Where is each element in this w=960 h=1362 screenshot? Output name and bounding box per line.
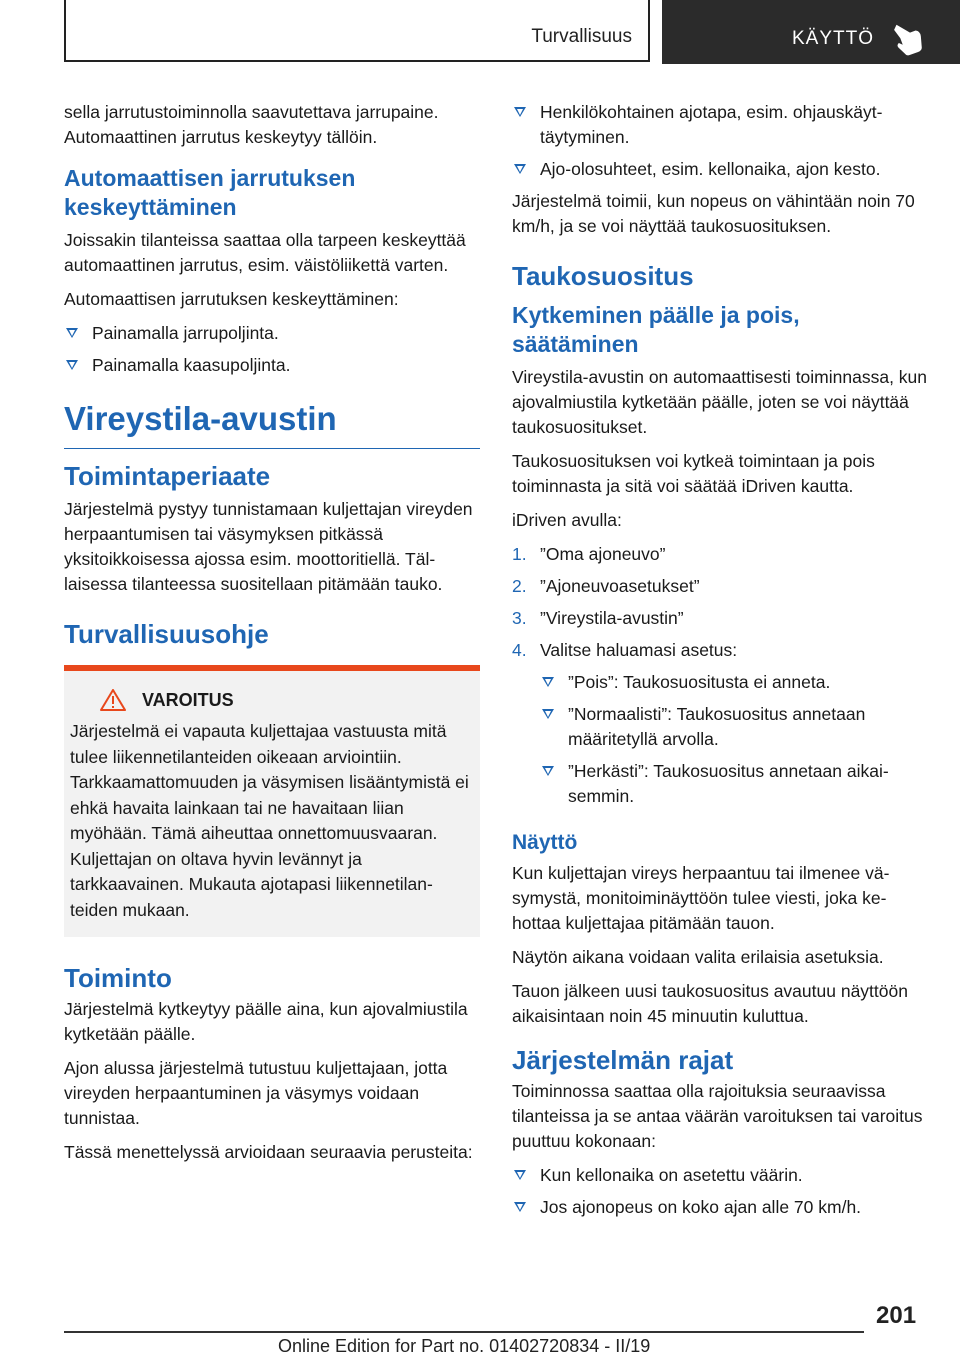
- paragraph: Järjestelmä pystyy tunnistamaan kuljettajan vireyden herpaantumisen tai väsymyksen pitkässä yksitoikkoisessa ajossa esim. moottoritiellä. Tällaisessa tilanteessa suositellaan pitämään tauko.: [64, 499, 473, 594]
- header-section-title: Turvallisuus: [531, 26, 632, 47]
- paragraph: Näytön aikana voidaan valita erilaisia asetuksia.: [512, 947, 884, 967]
- paragraph: Tauon jälkeen uusi taukosuositus avautuu näyttöön aikaisintaan noin 45 minuutin kuluttua.: [512, 981, 908, 1026]
- list-item: [64, 353, 480, 378]
- triangle-bullet-icon: [514, 1170, 526, 1180]
- paragraph: Tässä menettelyssä arvioidaan seuraavia perusteita:: [64, 1142, 473, 1162]
- paragraph: Vireystila-avustin on automaattisesti toiminnassa, kun ajovalmiustila kytketään päälle, joten se voi näyttää taukosuositukset.: [512, 367, 928, 437]
- triangle-bullet-icon: [66, 328, 78, 338]
- list-item-text: Painamalla jarrupoljinta.: [92, 323, 279, 343]
- step-text: ”Ajoneuvoasetukset”: [540, 576, 700, 596]
- list-item-text: Jos ajonopeus on koko ajan alle 70 km/h.: [540, 1197, 862, 1217]
- list-item-text: Kun kellonaika on asetettu väärin.: [540, 1165, 803, 1185]
- header-chapter-title: KÄYTTÖ: [792, 28, 875, 49]
- heading-turvallisuusohje: Turvallisuusohje: [64, 619, 269, 649]
- warning-box: [64, 665, 480, 937]
- list-item-text: Henkilökohtainen ajotapa, esim. ohjauskäyttäytyminen.: [540, 102, 883, 147]
- step-number: 4.: [512, 640, 527, 660]
- list-item: [512, 100, 928, 150]
- list-item-text: ”Pois”: Taukosuositusta ei anneta.: [568, 672, 831, 692]
- list-item: [512, 157, 928, 182]
- sub-list-item: [540, 670, 928, 695]
- sub-list-item: [540, 702, 928, 752]
- paragraph: iDriven avulla:: [512, 510, 622, 530]
- numbered-step: [512, 606, 928, 631]
- header-section-box: [64, 0, 650, 62]
- list-item-text: ”Normaalisti”: Taukosuositus annetaan määritetyllä arvolla.: [568, 704, 866, 749]
- paragraph: Ajon alussa järjestelmä tutustuu kuljettajaan, jotta vireyden herpaantuminen ja väsymys voidaan tunnistaa.: [64, 1058, 448, 1128]
- step-number: 2.: [512, 576, 527, 596]
- paragraph: Järjestelmä kytkeytyy päälle aina, kun ajovalmiustila kytketään päälle.: [64, 999, 468, 1044]
- list-item: [512, 1163, 928, 1188]
- list-item: [64, 321, 480, 346]
- footer-divider: [64, 1331, 864, 1333]
- list-item-text: ”Herkästi”: Taukosuositus annetaan aikaisemmin.: [568, 761, 889, 806]
- right-column: [512, 100, 928, 1227]
- heading-naytto: Näyttö: [512, 831, 578, 854]
- numbered-step: [512, 574, 928, 599]
- list-item-text: Ajo-olosuhteet, esim. kellonaika, ajon kesto.: [540, 159, 881, 179]
- triangle-bullet-icon: [542, 677, 554, 687]
- page-number: 201: [876, 1302, 917, 1329]
- paragraph: Järjestelmä toimii, kun nopeus on vähintään noin 70 km/h, ja se voi näyttää taukosuosituksen.: [512, 191, 915, 236]
- step-text: ”Oma ajoneuvo”: [540, 544, 666, 564]
- sub-list-item: [540, 759, 928, 809]
- step-number: 3.: [512, 608, 527, 628]
- paragraph: Kun kuljettajan vireys herpaantuu tai ilmenee väsymystä, monitoiminäyttöön tulee viesti, joka kehottaa kuljettajaa pitämään tauon.: [512, 863, 890, 933]
- pointing-hand-icon: [892, 22, 922, 56]
- heading-vireystila-avustin: Vireystila-avustin: [64, 400, 480, 449]
- heading-toiminto: Toiminto: [64, 963, 172, 993]
- triangle-bullet-icon: [66, 360, 78, 370]
- paragraph: Toiminnossa saattaa olla rajoituksia seuraavissa tilanteissa ja se antaa väärän varoituksen tai varoitus puuttuu kokonaan:: [512, 1081, 923, 1151]
- footer-edition: Online Edition for Part no. 01402720834 - II/19: [278, 1336, 651, 1356]
- paragraph: Joissakin tilanteissa saattaa olla tarpeen keskeyttää automaattinen jarrutus, esim. väistöliikettä varten.: [64, 230, 466, 275]
- left-column: [64, 100, 480, 1174]
- numbered-step: [512, 542, 928, 567]
- step-text: Valitse haluamasi asetus:: [540, 640, 738, 660]
- header-chapter-tab: [662, 0, 960, 64]
- warning-text: Järjestelmä ei vapauta kuljettajaa vastuusta mitä tulee liikennetilanteiden oikeaan arviointiin. Tarkkaamattomuuden ja väsymisen lisääntymistä ei ehkä havaita lainkaan tai ne havaitaan liian myöhään. Tämä aiheuttaa onnettomuusvaaran. Kuljettajan on oltava hyvin levännyt ja tarkkaavainen. Mukauta ajotapasi liikennetilanteiden mukaan.: [70, 721, 469, 920]
- heading-jarjestelman-rajat: Järjestelmän rajat: [512, 1045, 734, 1075]
- paragraph: Taukosuosituksen voi kytkeä toimintaan ja pois toiminnasta ja sitä voi säätää iDriven kautta.: [512, 451, 875, 496]
- triangle-bullet-icon: [514, 1202, 526, 1212]
- heading-toimintaperiaate: Toimintaperiaate: [64, 461, 271, 491]
- triangle-bullet-icon: [542, 709, 554, 719]
- numbered-step: [512, 638, 928, 663]
- heading-taukosuositus: Taukosuositus: [512, 261, 694, 291]
- list-item: [512, 1195, 928, 1220]
- triangle-bullet-icon: [514, 107, 526, 117]
- list-item-text: Painamalla kaasupoljinta.: [92, 355, 291, 375]
- warning-label: VAROITUS: [142, 689, 234, 710]
- heading-kytkeminen: Kytkeminen päälle ja pois, säätäminen: [512, 302, 800, 357]
- intro-paragraph: sella jarrutustoiminnolla saavutettava jarrupaine. Automaattinen jarrutus keskeytyy tällöin.: [64, 102, 439, 147]
- heading-interrupt-braking: Automaattisen jarrutuksen keskeyttäminen: [64, 165, 356, 220]
- triangle-bullet-icon: [514, 164, 526, 174]
- paragraph: Automaattisen jarrutuksen keskeyttäminen:: [64, 289, 399, 309]
- step-number: 1.: [512, 544, 527, 564]
- triangle-bullet-icon: [542, 766, 554, 776]
- warning-title: [70, 689, 472, 711]
- warning-triangle-icon: [100, 689, 126, 711]
- step-text: ”Vireystila-avustin”: [540, 608, 684, 628]
